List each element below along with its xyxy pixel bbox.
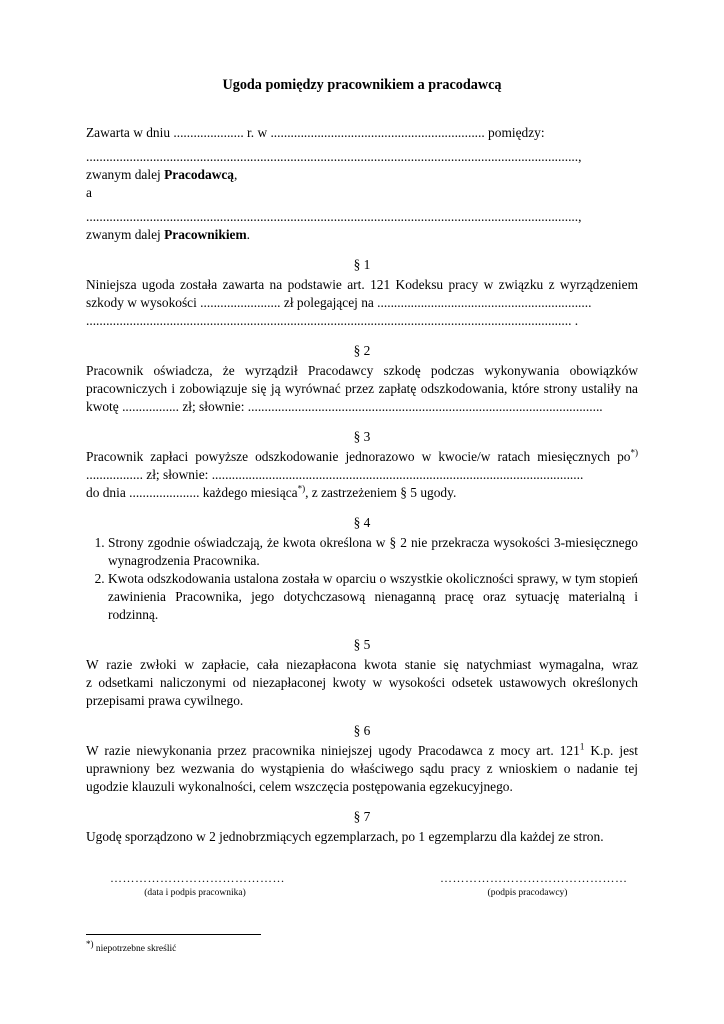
section-3-line-1-text: Pracownik zapłaci powyższe odszkodowanie jednorazowo w kwocie/w ratach miesięcznych po (86, 449, 631, 464)
section-7-line-1: Ugodę sporządzono w 2 jednobrzmiących egzemplarzach, po 1 egzemplarzu dla każdej ze stron. (86, 829, 604, 844)
section-5-line-2: z odsetkami naliczonymi od niezapłaconej kwoty w wysokości odsetek ustawowych określonych (86, 675, 638, 690)
section-2-line-3: kwotę ................. zł; słownie: .......................................................................................................... (86, 399, 603, 414)
section-3-line-2: ................. zł; słownie: ............................................................................................................... (86, 467, 584, 482)
section-4-list (86, 534, 638, 624)
section-6-line-2: uprawniony bez wezwania do wystąpienia do właściwego sądu pracy z wnioskiem o nadanie tej (86, 761, 638, 776)
footnote-mark: *) (86, 939, 94, 949)
employer-term: Pracodawcą (164, 167, 235, 182)
section-5-line-1: W razie zwłoki w zapłacie, cała niezapłacona kwota stanie się natychmiast wymagalna, wraz (86, 657, 638, 672)
section-3-line-1 (86, 448, 638, 466)
employer-signature-caption: (podpis pracodawcy) (487, 888, 568, 898)
section-2-heading: § 2 (353, 343, 371, 358)
footnote-ref: *) (297, 483, 306, 494)
section-1-line-1: Niniejsza ugoda została zawarta na podstawie art. 121 Kodeksu pracy w związku z wyrządzeniem (86, 277, 638, 292)
section-5-line-3: przepisami prawa cywilnego. (86, 693, 244, 708)
section-1-line-2: szkody w wysokości ........................ zł polegającej na ................................................................ (86, 295, 592, 310)
footnote (86, 939, 177, 955)
employer-blank-line: ..................................................................................................................................................., (86, 149, 582, 164)
employee-blank-line: ..................................................................................................................................................., (86, 209, 582, 224)
section-3-line-3-text: do dnia ..................... każdego miesiąca (86, 485, 298, 500)
employer-signature-block (440, 871, 628, 898)
employee-term: Pracownikiem (164, 227, 247, 242)
section-2-line-2: pracowniczych i zobowiązuje się ją wyrównać przez zapłatę odszkodowania, które strony ustaliły na (86, 381, 638, 396)
section-3-line-3 (86, 484, 638, 502)
employer-suffix: , (234, 167, 238, 182)
footnote-separator (86, 934, 261, 935)
section-3-heading: § 3 (353, 429, 371, 444)
section-7-heading: § 7 (353, 809, 371, 824)
section-3-line-3-tail: , z zastrzeżeniem § 5 ugody. (305, 485, 457, 500)
employee-signature-caption: (data i podpis pracownika) (144, 888, 246, 898)
section-5-heading: § 5 (353, 637, 371, 652)
section-6-line-1-tail: K.p. jest (584, 743, 638, 758)
section-6-heading: § 6 (353, 723, 371, 738)
section-6-line-3: ugodzie klauzuli wykonalności, celem wszczęcia postępowania egzekucyjnego. (86, 779, 513, 794)
footnote-ref: *) (630, 447, 638, 458)
section-4-item-1: 1. Strony zgodnie oświadczają, że kwota określona w § 2 nie przekracza wysokości 3-miesięcznego wynagrodzenia Pracownika. (108, 534, 638, 570)
article-superscript: 1 (579, 741, 585, 752)
employer-prefix: zwanym dalej (86, 167, 165, 182)
conjunction-a: a (86, 185, 92, 200)
section-6-line-1 (86, 742, 638, 760)
intro-date-place-line: Zawarta w dniu ..................... r. w ................................................................ pomiędzy: (86, 125, 545, 140)
employee-signature-line: …………………………………… (110, 871, 285, 885)
footnote-text: niepotrzebne skreślić (95, 944, 177, 955)
section-6-line-1-text: W razie niewykonania przez pracownika niniejszej ugody Pracodawca z mocy art. 121 (86, 743, 580, 758)
employee-signature-block (110, 871, 285, 898)
section-2-line-1: Pracownik oświadcza, że wyrządził Pracodawcy szkodę podczas wykonywania obowiązków (86, 363, 638, 378)
employee-prefix: zwanym dalej (86, 227, 165, 242)
section-1-line-3: ................................................................................................................................................. . (86, 313, 579, 328)
section-1-heading: § 1 (353, 257, 371, 272)
employee-designation (86, 226, 638, 244)
employee-suffix: . (246, 227, 251, 242)
section-4-heading: § 4 (353, 515, 371, 530)
employer-signature-line: ……………………………………… (440, 871, 628, 885)
document-body (86, 124, 638, 846)
employer-designation (86, 166, 638, 184)
section-4-item-2: 2. Kwota odszkodowania ustalona została w oparciu o wszystkie okoliczności sprawy, w tym stopień zawinienia Pracownika, jego dotychczasową nienaganną pracę oraz sytuację materialną i rodzinną. (108, 570, 638, 624)
document-title: Ugoda pomiędzy pracownikiem a pracodawcą (222, 77, 502, 93)
